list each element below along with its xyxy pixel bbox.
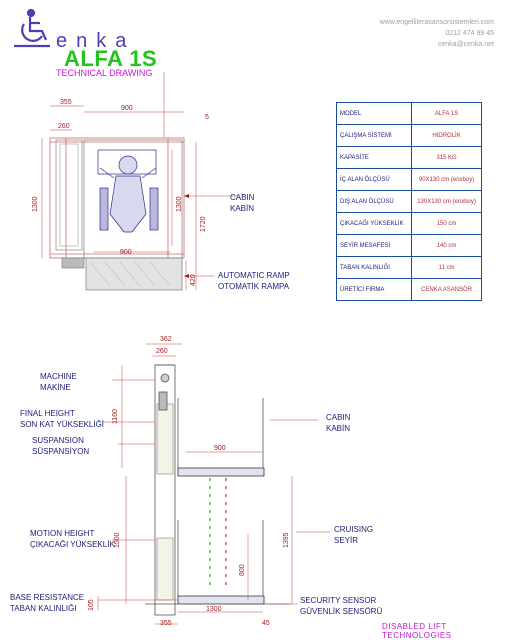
spec-row bbox=[337, 257, 482, 279]
dim-plan-900: 900 bbox=[121, 105, 133, 112]
dim-sec-355: 355 bbox=[160, 620, 172, 627]
callout-automatic-ramp: AUTOMATIC RAMP OTOMATİK RAMPA bbox=[218, 271, 290, 291]
spec-label: ÇIKACAĞI YÜKSEKLİK bbox=[337, 213, 412, 235]
spec-value: ALFA 1S bbox=[412, 103, 482, 125]
spec-row bbox=[337, 147, 482, 169]
contact-info bbox=[330, 17, 494, 50]
spec-value: 140 cm bbox=[412, 235, 482, 257]
dim-sec-260: 260 bbox=[156, 348, 168, 355]
spec-label: MODEL bbox=[337, 103, 412, 125]
spec-value: 90X130 cm (enxboy) bbox=[412, 169, 482, 191]
spec-label: DIŞ ALAN ÖLÇÜSÜ bbox=[337, 191, 412, 213]
brand-logo-text: enka bbox=[56, 30, 136, 52]
callout-plan-cabin: CABIN KABİN bbox=[230, 193, 255, 213]
dim-plan-260: 260 bbox=[58, 123, 70, 130]
callout-motion-height: MOTION HEIGHT ÇIKACAĞI YÜKSEKLİK bbox=[30, 529, 115, 549]
spec-value: 150 cm bbox=[412, 213, 482, 235]
dim-plan-1720: 1720 bbox=[200, 216, 207, 232]
dim-plan-1300-inner: 1300 bbox=[176, 196, 183, 212]
spec-row bbox=[337, 103, 482, 125]
dim-plan-355: 355 bbox=[60, 99, 72, 106]
dim-plan-420: 420 bbox=[190, 274, 197, 286]
spec-value: HİDROLİK bbox=[412, 125, 482, 147]
callout-section-cabin: CABIN KABİN bbox=[326, 413, 351, 433]
spec-row bbox=[337, 279, 482, 301]
callout-security-sensor: SECURITY SENSOR GÜVENLİK SENSÖRÜ bbox=[300, 596, 383, 616]
dim-sec-1395: 1395 bbox=[283, 532, 290, 548]
dim-sec-900: 900 bbox=[214, 445, 226, 452]
spec-value: 315 KG bbox=[412, 147, 482, 169]
wheelchair-logo-icon bbox=[14, 10, 50, 46]
phone-number: 0212 474 99 45 bbox=[445, 30, 494, 37]
spec-label: SEYİR MESAFESİ bbox=[337, 235, 412, 257]
spec-label: ÜRETİCİ FİRMA bbox=[337, 279, 412, 301]
callout-machine: MACHINE MAKİNE bbox=[40, 372, 77, 392]
spec-row bbox=[337, 125, 482, 147]
spec-value: CENKA ASANSÖR bbox=[412, 279, 482, 301]
dim-sec-1160: 1160 bbox=[112, 408, 119, 424]
spec-value: 11 cm bbox=[412, 257, 482, 279]
dim-sec-105: 105 bbox=[88, 599, 95, 611]
drawing-subtitle: TECHNICAL DRAWING bbox=[56, 68, 153, 78]
dim-plan-1300-outer: 1300 bbox=[32, 196, 39, 212]
callout-suspension: SUSPANSION SÜSPANSİYON bbox=[32, 436, 90, 456]
footer-tagline: DISABLED LIFT TECHNOLOGIES bbox=[382, 622, 452, 640]
model-title: ALFA 1S bbox=[64, 46, 158, 71]
dim-plan-900-ramp: 900 bbox=[120, 249, 132, 256]
dim-sec-1500: 1500 bbox=[114, 532, 121, 548]
spec-label: KAPASİTE bbox=[337, 147, 412, 169]
spec-row bbox=[337, 169, 482, 191]
dim-sec-800: 800 bbox=[239, 564, 246, 576]
callout-base-resistance: BASE RESISTANCE TABAN KALINLIĞI bbox=[10, 593, 85, 613]
spec-label: ÇALIŞMA SİSTEMİ bbox=[337, 125, 412, 147]
email-link[interactable]: cenka@cenka.net bbox=[437, 41, 494, 48]
spec-label: TABAN KALINLIĞI bbox=[337, 257, 412, 279]
callout-final-height: FINAL HEIGHT SON KAT YÜKSEKLİĞİ bbox=[20, 409, 105, 429]
callout-cruising: CRUISING SEYİR bbox=[334, 525, 374, 545]
spec-value: 130X130 cm (enxboy) bbox=[412, 191, 482, 213]
dim-sec-362: 362 bbox=[160, 336, 172, 343]
dim-sec-45: 45 bbox=[262, 620, 270, 627]
spec-label: İÇ ALAN ÖLÇÜSÜ bbox=[337, 169, 412, 191]
spec-table bbox=[336, 102, 482, 301]
section-view bbox=[145, 365, 290, 615]
website-link[interactable]: www.engellilerasansorsistemleri.com bbox=[379, 19, 494, 26]
dim-plan-5: 5 bbox=[205, 114, 209, 121]
spec-row bbox=[337, 235, 482, 257]
dim-sec-1300: 1300 bbox=[206, 606, 222, 613]
spec-row bbox=[337, 191, 482, 213]
spec-row bbox=[337, 213, 482, 235]
wheelchair-user-figure bbox=[98, 150, 158, 232]
